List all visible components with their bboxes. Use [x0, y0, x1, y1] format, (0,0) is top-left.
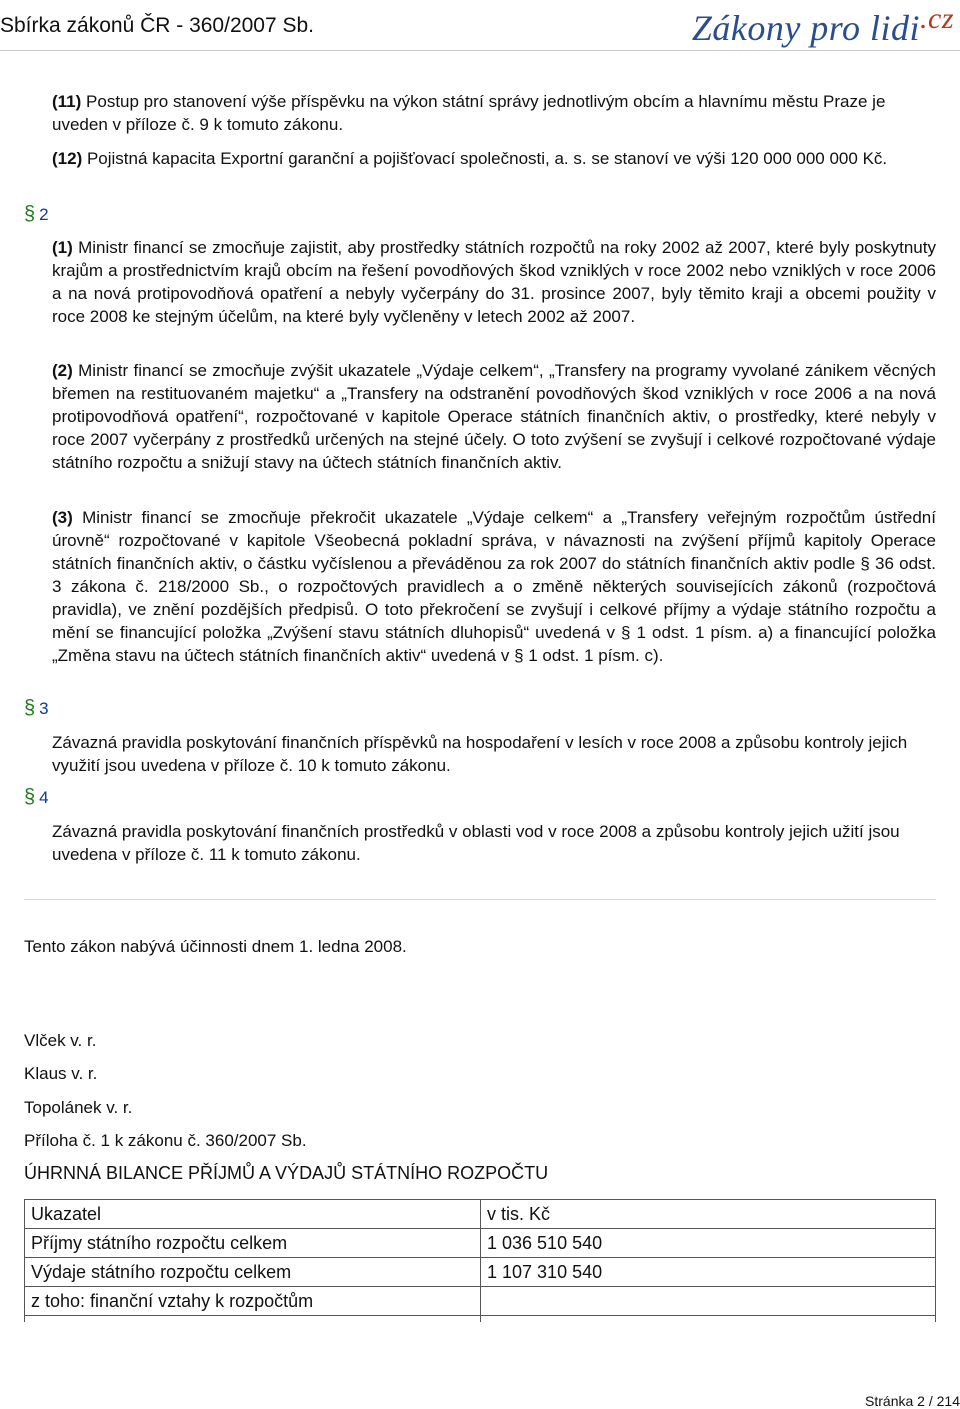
- table-cell: [25, 1316, 481, 1323]
- signature: Klaus v. r.: [24, 1064, 98, 1083]
- section-2-heading[interactable]: [24, 203, 49, 226]
- section-number: 2: [39, 204, 49, 224]
- effective-date: Tento zákon nabývá účinnosti dnem 1. ledna 2008.: [24, 937, 407, 956]
- table-cell: [481, 1316, 936, 1323]
- section-4-heading[interactable]: [24, 786, 49, 809]
- paragraph-11: [52, 90, 936, 136]
- brand-suffix: .cz: [920, 2, 954, 35]
- paragraph-label: (11): [52, 92, 82, 111]
- signature: Vlček v. r.: [24, 1031, 97, 1050]
- section-sign-icon: §: [24, 786, 36, 808]
- table-row-partial: [25, 1316, 936, 1323]
- paragraph-label: (2): [52, 361, 73, 380]
- section-number: 4: [39, 787, 49, 807]
- section-number: 3: [39, 698, 49, 718]
- paragraph-label: (12): [52, 149, 83, 168]
- table-title: ÚHRNNÁ BILANCE PŘÍJMŮ A VÝDAJŮ STÁTNÍHO ROZPOČTU: [24, 1163, 549, 1183]
- signature: Topolánek v. r.: [24, 1098, 133, 1117]
- section-3-heading[interactable]: [24, 697, 49, 720]
- table-cell: [481, 1287, 936, 1316]
- section-4-text: Závazná pravidla poskytování finančních prostředků v oblasti vod v roce 2008 a způsobu kontroly jejich užití jsou uvedena v příloze č. 11 k tomuto zákonu.: [52, 822, 900, 864]
- table-cell: v tis. Kč: [481, 1200, 936, 1229]
- page-header: [0, 0, 960, 51]
- table-row: [25, 1258, 936, 1287]
- section-2-paragraph-2: [52, 359, 936, 474]
- paragraph-label: (1): [52, 238, 73, 257]
- budget-table: [24, 1199, 936, 1322]
- section-sign-icon: §: [24, 697, 36, 719]
- table-row: [25, 1229, 936, 1258]
- document-title: Sbírka zákonů ČR - 360/2007 Sb.: [0, 14, 315, 37]
- brand-name: Zákony pro lidi: [691, 8, 920, 48]
- section-2-paragraph-3: [52, 506, 936, 667]
- table-cell: z toho: finanční vztahy k rozpočtům: [25, 1287, 481, 1316]
- paragraph-text: Ministr financí se zmocňuje zajistit, aby prostředky státních rozpočtů na roky 2002 až 2007, které byly poskytnuty krajům a prostřednictvím krajů obcím na řešení povodňových škod vzniklých v roce 2002 nebo vzniklých v roce 2006 a na nová protipovodňová opatření a nebyly vyčerpány do 31. prosince 2007, byly těmito kraji a obcemi použity v roce 2008 ke stejným účelům, na které byly vyčleněny v letech 2002 až 2007.: [52, 238, 936, 326]
- paragraph-label: (3): [52, 508, 73, 527]
- section-2-paragraph-1: [52, 236, 936, 328]
- table-cell: Výdaje státního rozpočtu celkem: [25, 1258, 481, 1287]
- table-row: [25, 1287, 936, 1316]
- paragraph-text: Postup pro stanovení výše příspěvku na výkon státní správy jednotlivým obcím a hlavnímu městu Praze je uveden v příloze č. 9 k tomuto zákonu.: [52, 92, 886, 134]
- table-cell: 1 036 510 540: [481, 1229, 936, 1258]
- paragraph-text: Pojistná kapacita Exportní garanční a pojišťovací společnosti, a. s. se stanoví ve výši 120 000 000 000 Kč.: [82, 149, 888, 168]
- table-row: [25, 1200, 936, 1229]
- section-3-text: Závazná pravidla poskytování finančních příspěvků na hospodaření v lesích v roce 2008 a způsobu kontroly jejich využití jsou uvedena v příloze č. 10 k tomuto zákonu.: [52, 733, 908, 775]
- paragraph-text: Ministr financí se zmocňuje zvýšit ukazatele „Výdaje celkem“, „Transfery na programy vyvolané zánikem věcných břemen na restituovaném majetku“ a „Transfery na odstranění povodňových škod vzniklých v roce 2006 a na nová protipovodňová opatření“, rozpočtované v kapitole Operace státních finančních aktiv, o prostředky, které nebyly v roce 2007 vyčerpány z prostředků určených na stejné účely. O toto zvýšení se zvyšují i celkové rozpočtované výdaje státního rozpočtu a snižují stavy na účtech státních finančních aktiv.: [52, 361, 936, 472]
- table-cell: Ukazatel: [25, 1200, 481, 1229]
- brand-logo[interactable]: [692, 2, 954, 49]
- table-cell: Příjmy státního rozpočtu celkem: [25, 1229, 481, 1258]
- annex-title: Příloha č. 1 k zákonu č. 360/2007 Sb.: [24, 1131, 307, 1150]
- paragraph-12: [52, 147, 936, 170]
- section-sign-icon: §: [24, 203, 36, 225]
- divider: [24, 899, 936, 900]
- paragraph-text: Ministr financí se zmocňuje překročit ukazatele „Výdaje celkem“ a „Transfery veřejným rozpočtům ústřední úrovně“ rozpočtované v kapitole Všeobecná pokladní správa, v návaznosti na zvýšení příjmů kapitoly Operace státních finančních aktiv, o částku vyčíslenou a převáděnou za rok 2007 do státních finančních aktiv podle § 36 odst. 3 zákona č. 218/2000 Sb., o rozpočtových pravidlech a o změně některých souvisejících zákonů (rozpočtová pravidla), ve znění pozdějších předpisů. O toto překročení se zvyšují i celkové příjmy a výdaje státního rozpočtu a mění se financující položka „Zvýšení stavu státních dluhopisů“ uvedená v § 1 odst. 1 písm. a) a financující položka „Změna stavu na účtech státních finančních aktiv“ uvedená v § 1 odst. 1 písm. c).: [52, 508, 936, 665]
- table-cell: 1 107 310 540: [481, 1258, 936, 1287]
- page-number: Stránka 2 / 214: [865, 1393, 960, 1409]
